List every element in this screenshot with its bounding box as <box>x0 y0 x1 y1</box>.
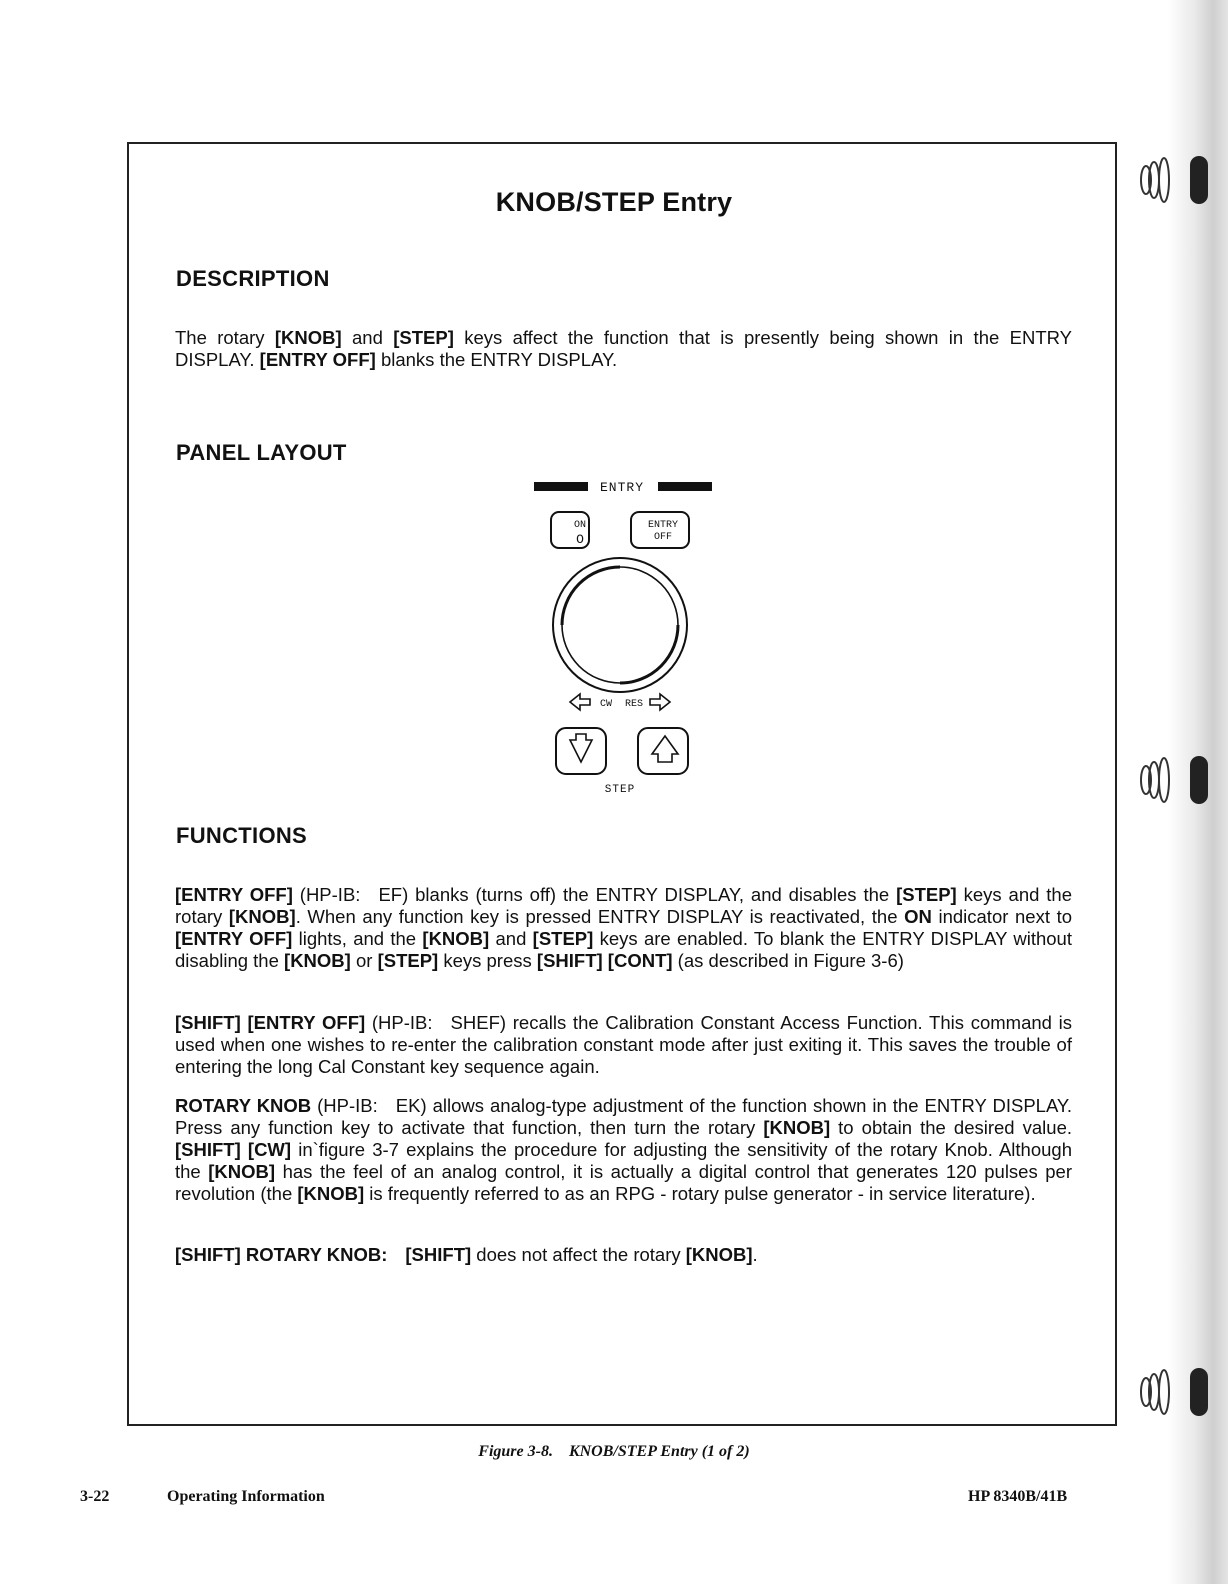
figure-caption: Figure 3-8. KNOB/STEP Entry (1 of 2) <box>478 1443 750 1460</box>
down-arrow-icon <box>570 734 592 762</box>
left-arrow-icon <box>570 694 590 710</box>
right-arrow-icon <box>650 694 670 710</box>
rotary-knob[interactable] <box>553 558 687 692</box>
description-text: The rotary [KNOB] and [STEP] keys affect the function that is presently being shown in the ENTRY DISPLAY. [ENTRY OFF] blanks the ENTRY DISPLAY. <box>175 327 1072 370</box>
function-rotary-knob: ROTARY KNOB (HP-IB: EK) allows analog-type adjustment of the function shown in the ENTRY DISPLAY. Press any function key to activate that function, then turn the rotary [KNOB] to obtain the desired value. [SHIFT] [CW] in`figure 3-7 explains the procedure for adjusting the sensitivity of the rotary Knob. Although the [KNOB] has the feel of an analog control, it is actually a digital control that generates 120 pulses per revolution (the [KNOB] is frequently referred to as an RPG - rotary pulse generator - in service literature). <box>175 1095 1073 1204</box>
on-indicator <box>551 512 589 548</box>
on-light: O <box>576 532 584 547</box>
binder-hole-icon <box>1132 750 1212 810</box>
function-shift-rotary-knob: [SHIFT] ROTARY KNOB: [SHIFT] does not affect the rotary [KNOB]. <box>175 1244 758 1265</box>
entry-label: ENTRY <box>599 480 645 495</box>
description-heading: DESCRIPTION <box>176 266 330 291</box>
step-down-button[interactable] <box>556 728 606 774</box>
function-shift-entry-off: [SHIFT] [ENTRY OFF] (HP-IB: SHEF) recalls the Calibration Constant Access Function. This command is used when one wishes to re-enter the calibration constant mode after just exiting it. This saves the trouble of entering the long Cal Constant key sequence again. <box>175 1012 1072 1077</box>
step-up-button[interactable] <box>638 728 688 774</box>
entry-bar-left <box>534 482 588 491</box>
section-name: Operating Information <box>167 1488 325 1505</box>
panel-layout-heading: PANEL LAYOUT <box>176 440 347 465</box>
function-entry-off: [ENTRY OFF] (HP-IB: EF) blanks (turns off) the ENTRY DISPLAY, and disables the [STEP] keys and the rotary [KNOB]. When any function key is pressed ENTRY DISPLAY is reactivated, the ON indicator next to [ENTRY OFF] lights, and the [KNOB] and [STEP] keys are enabled. To blank the ENTRY DISPLAY without disabling the [KNOB] or [STEP] keys press [SHIFT] [CONT] (as described in Figure 3-6) <box>175 884 1073 971</box>
on-label: ON <box>573 520 587 531</box>
entry-off-label-1: ENTRY <box>647 520 679 531</box>
entry-bar-right <box>658 482 712 491</box>
functions-heading: FUNCTIONS <box>176 823 308 848</box>
cw-label: CW <box>599 699 613 710</box>
model-name: HP 8340B/41B <box>968 1488 1068 1505</box>
res-label: RES <box>624 699 644 710</box>
entry-off-label-2: OFF <box>653 532 673 543</box>
step-label: STEP <box>604 784 636 796</box>
up-arrow-icon <box>652 736 678 762</box>
entry-off-button[interactable] <box>631 512 689 548</box>
page-number: 3-22 <box>80 1488 110 1505</box>
binder-hole-icon <box>1132 1362 1212 1422</box>
page-title: KNOB/STEP Entry <box>495 187 733 217</box>
panel-diagram <box>520 470 720 800</box>
